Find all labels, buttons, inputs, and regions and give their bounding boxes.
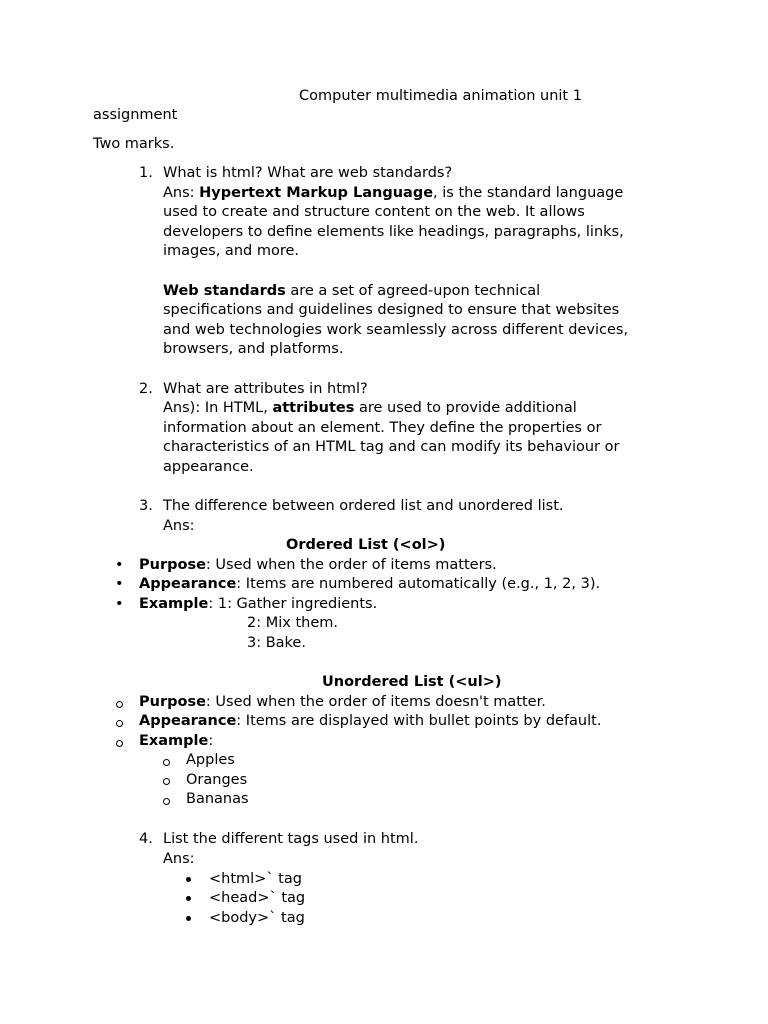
q1-answer-line-2: used to create and structure content on the web. It allows — [163, 204, 585, 220]
ul-item-label: Purpose — [139, 694, 206, 710]
q4-tag-item: <html>` tag — [209, 871, 302, 887]
ul-item-label: Example — [139, 733, 209, 749]
q1-ws-bold: Web standards — [163, 283, 286, 299]
q1-number: 1. — [139, 165, 153, 181]
q4-bullet-icon — [186, 877, 191, 882]
ul-item-label: Appearance — [139, 713, 237, 729]
title-line-2: assignment — [93, 107, 178, 123]
ol-bullet-icon: • — [115, 576, 124, 592]
q4-tag-item: <head>` tag — [209, 890, 306, 906]
q2-answer-line-4: appearance. — [163, 459, 254, 475]
q1-ws-line-4: browsers, and platforms. — [163, 341, 344, 357]
ol-item-label: Purpose — [139, 557, 206, 573]
ol-item-text: : Used when the order of items matters. — [205, 557, 497, 573]
ul-example-item: Bananas — [186, 791, 249, 807]
q3-number: 3. — [139, 498, 153, 514]
q2-ans-bold: attributes — [272, 400, 355, 416]
ol-item-purpose — [139, 556, 497, 576]
q1-answer-line-3: developers to define elements like headings, paragraphs, links, — [163, 224, 624, 240]
q4-bullet-icon — [186, 896, 191, 901]
q4-tag-item: <body>` tag — [209, 910, 305, 926]
q2-question: What are attributes in html? — [163, 381, 368, 397]
q2-ans-rest: are used to provide additional — [354, 400, 577, 416]
ol-item-example — [139, 595, 377, 615]
ul-example-item: Apples — [186, 752, 235, 768]
ul-heading: Unordered List (<ul>) — [322, 674, 502, 690]
ul-item-appearance — [139, 712, 601, 732]
ul-sub-bullet-icon — [163, 778, 170, 785]
q1-ws-line-2: specifications and guidelines designed to ensure that websites — [163, 302, 620, 318]
ul-bullet-icon — [116, 701, 123, 708]
section-heading: Two marks. — [93, 136, 175, 152]
ul-item-purpose — [139, 693, 546, 713]
ol-item-text: : 1: Gather ingredients. — [208, 596, 378, 612]
q2-answer-line-3: characteristics of an HTML tag and can modify its behaviour or — [163, 439, 620, 455]
q3-question: The difference between ordered list and unordered list. — [163, 498, 564, 514]
ol-bullet-icon: • — [115, 557, 124, 573]
title-line-1: Computer multimedia animation unit 1 — [299, 88, 582, 104]
q1-answer-line-4: images, and more. — [163, 243, 299, 259]
q1-ws-line-1 — [163, 282, 540, 302]
ol-bullet-icon: • — [115, 596, 124, 612]
q1-ws-rest: are a set of agreed-upon technical — [285, 283, 541, 299]
ol-item-appearance — [139, 575, 600, 595]
ul-item-example — [139, 732, 213, 752]
q1-ans-prefix: Ans: — [163, 185, 200, 201]
q1-ans-rest: , is the standard language — [433, 185, 624, 201]
ul-item-text: : Used when the order of items doesn't matter. — [205, 694, 546, 710]
q2-ans-prefix: Ans): In HTML, — [163, 400, 273, 416]
q4-number: 4. — [139, 831, 153, 847]
q1-answer-line-1 — [163, 184, 623, 204]
q4-ans-label: Ans: — [163, 851, 195, 867]
ul-bullet-icon — [116, 740, 123, 747]
ol-item-text: : Items are numbered automatically (e.g., 1, 2, 3). — [236, 576, 601, 592]
q1-ws-line-3: and web technologies work seamlessly across different devices, — [163, 322, 629, 338]
ol-example-step-2: 2: Mix them. — [247, 615, 338, 631]
ul-example-item: Oranges — [186, 772, 248, 788]
ul-item-text: : Items are displayed with bullet points by default. — [236, 713, 602, 729]
q2-number: 2. — [139, 381, 153, 397]
q4-question: List the different tags used in html. — [163, 831, 419, 847]
q3-ans-label: Ans: — [163, 518, 195, 534]
ol-item-label: Appearance — [139, 576, 237, 592]
ul-bullet-icon — [116, 720, 123, 727]
ol-heading: Ordered List (<ol>) — [286, 537, 446, 553]
ul-sub-bullet-icon — [163, 798, 170, 805]
ul-sub-bullet-icon — [163, 759, 170, 766]
ol-item-label: Example — [139, 596, 209, 612]
q1-question: What is html? What are web standards? — [163, 165, 453, 181]
q1-ans-bold: Hypertext Markup Language — [199, 185, 434, 201]
ul-item-text: : — [208, 733, 214, 749]
ol-example-step-3: 3: Bake. — [247, 635, 306, 651]
q2-answer-line-2: information about an element. They define the properties or — [163, 420, 602, 436]
q4-bullet-icon — [186, 916, 191, 921]
q2-answer-line-1 — [163, 399, 577, 419]
